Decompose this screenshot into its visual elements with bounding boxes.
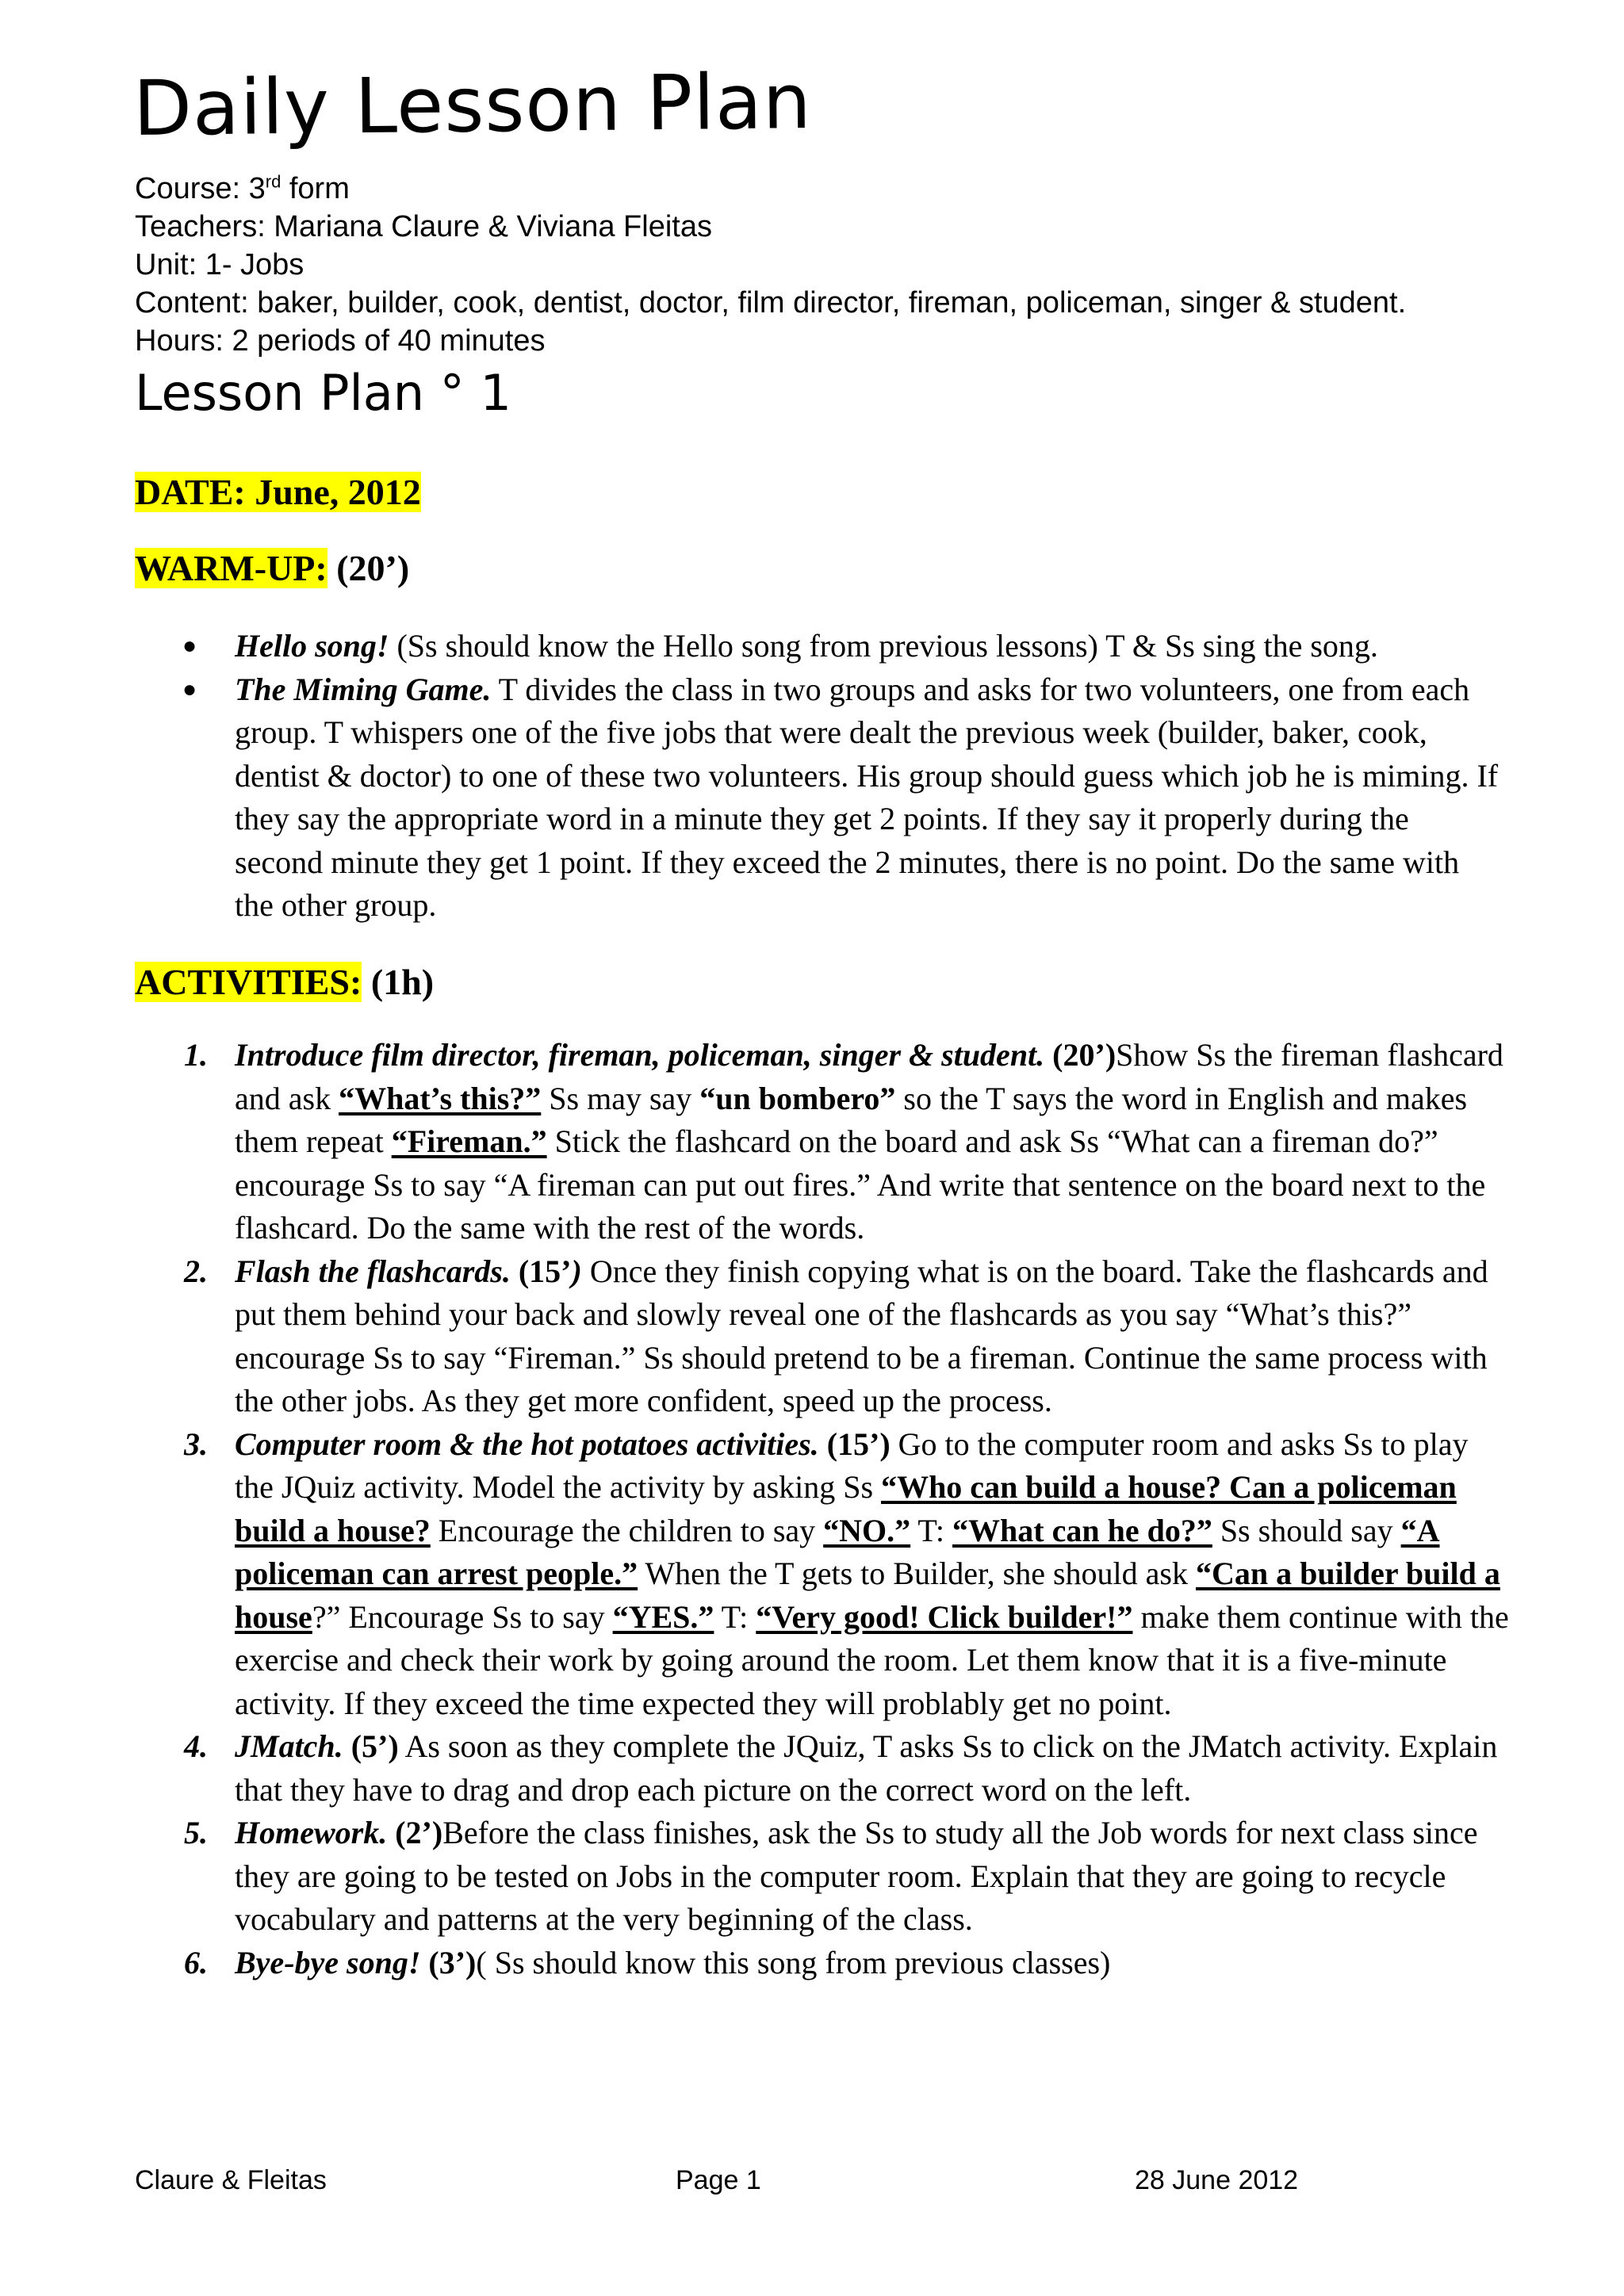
item-text: T: — [910, 1512, 952, 1548]
item-text: ?” Encourage Ss to say — [312, 1598, 613, 1635]
course-ordinal: rd — [265, 171, 282, 192]
item-text: so the T says the word in English and makes them repeat — [235, 1080, 1468, 1159]
emphasis: “Fireman.” — [391, 1123, 547, 1159]
lesson-meta — [135, 170, 1562, 360]
course-line — [135, 170, 1562, 208]
item-lead: Hello song! — [235, 628, 389, 664]
item-text: Go to the computer room and asks Ss to play the JQuiz activity. Model the activity by asking Ss — [235, 1425, 1469, 1505]
item-text: T divides the class in two groups and asks for two volunteers, one from each group. T whispers one of the five jobs that were dealt the previous week (builder, baker, cook, dentist & doctor) to one of these two volunteers. His group should guess which job he is miming. If they say the appropriate word in a minute they get 2 points. If they say it properly during the second minute they get 1 point. If they exceed the 2 minutes, there is no point. Do the same with the other group. — [235, 671, 1499, 923]
emphasis: “un bombero” — [699, 1080, 896, 1116]
content-line: Content: baker, builder, cook, dentist, doctor, film director, fireman, policeman, singer & student. — [135, 286, 1407, 320]
activity-item — [135, 1942, 1515, 1985]
item-lead: Introduce film director, fireman, policeman, singer & student. — [235, 1037, 1045, 1073]
emphasis: “Can a builder build a house — [235, 1556, 1500, 1635]
activity-item — [135, 1034, 1515, 1250]
item-lead: Homework. — [235, 1815, 388, 1850]
bullet-icon: ● — [182, 675, 197, 702]
item-time: (2’) — [387, 1815, 443, 1850]
item-time: (15’) — [818, 1425, 891, 1462]
warmup-list — [135, 625, 1499, 928]
emphasis: “What can he do?” — [952, 1512, 1212, 1548]
warmup-label: WARM-UP: — [135, 548, 327, 588]
item-time: (3’) — [420, 1944, 477, 1980]
footer-authors: Claure & Fleitas — [135, 2165, 327, 2195]
item-number: 3. — [184, 1425, 208, 1462]
course-suffix: form — [281, 172, 350, 205]
emphasis: “Very good! Click builder!” — [756, 1598, 1133, 1635]
bullet-icon: ● — [182, 633, 197, 659]
teachers-line: Teachers: Mariana Claure & Viviana Fleitas — [135, 210, 712, 243]
emphasis: “What’s this?” — [339, 1080, 542, 1116]
date-heading — [135, 469, 421, 515]
item-text: (Ss should know the Hello song from previous lessons) T & Ss sing the song. — [389, 628, 1378, 664]
warmup-item — [135, 668, 1499, 928]
item-number: 4. — [184, 1728, 208, 1764]
emphasis: “A policeman can arrest people.” — [235, 1512, 1440, 1591]
hours-line: Hours: 2 periods of 40 minutes — [135, 324, 546, 358]
activity-item — [135, 1423, 1515, 1726]
warmup-time: (20’) — [327, 548, 410, 588]
item-text: As soon as they complete the JQuiz, T asks Ss to click on the JMatch activity. Explain that they have to drag and drop each picture on the correct word on the left. — [235, 1728, 1498, 1808]
item-text: Before the class finishes, ask the Ss to study all the Job words for next class since they are going to be tested on Jobs in the computer room. Explain that they are going to recycle vocabulary and patterns at the very beginning of the class. — [235, 1815, 1478, 1937]
course-prefix: Course: 3 — [135, 172, 266, 205]
item-lead: Computer room & the hot potatoes activities. — [235, 1425, 819, 1462]
warmup-heading — [135, 545, 409, 591]
activity-item — [135, 1812, 1515, 1942]
item-text: T: — [714, 1598, 756, 1635]
item-lead: JMatch. — [235, 1728, 343, 1764]
item-time: (15’ — [510, 1253, 572, 1289]
activity-item — [135, 1250, 1515, 1423]
item-text: Ss may say — [541, 1080, 700, 1116]
emphasis: “NO.” — [823, 1512, 911, 1548]
item-text: Once they finish copying what is on the board. Take the flashcards and put them behind your back and slowly reveal one of the flashcards as you say “What’s this?” encourage Ss to say “Fireman.” Ss should pretend to be a fireman. Continue the same process with the other jobs. As they get more confident, speed up the process. — [235, 1253, 1488, 1418]
item-text: Show Ss the fireman flashcard and ask — [235, 1037, 1503, 1116]
item-text: When the T gets to Builder, she should ask — [638, 1556, 1196, 1591]
page-title: Daily Lesson Plan — [132, 57, 813, 153]
item-text: Encourage the children to say — [430, 1512, 824, 1548]
footer-date: 28 June 2012 — [1135, 2165, 1299, 2195]
item-text: Ss should say — [1212, 1512, 1401, 1548]
item-text: make them continue with the exercise and check their work by going around the room. Let them know that it is a five-minute activity. If they exceed the time expected they will problably get no point. — [235, 1598, 1509, 1721]
item-lead: The Miming Game. — [235, 671, 492, 707]
activity-item — [135, 1725, 1515, 1812]
activities-list — [135, 1034, 1515, 1984]
activities-heading — [135, 959, 434, 1005]
item-number: 1. — [184, 1037, 208, 1073]
unit-line: Unit: 1- Jobs — [135, 248, 304, 281]
lesson-plan-number: Lesson Plan ° 1 — [135, 364, 511, 422]
item-text: ( Ss should know this song from previous classes) — [476, 1944, 1111, 1980]
item-lead: Bye-bye song! — [235, 1944, 421, 1980]
warmup-item — [135, 625, 1499, 668]
item-time: (5’) — [343, 1728, 399, 1764]
item-text: Stick the flashcard on the board and ask Ss “What can a fireman do?” encourage Ss to say “A fireman can put out fires.” And write that sentence on the board next to the flashcard. Do the same with the rest of the words. — [235, 1123, 1486, 1246]
activities-label: ACTIVITIES: — [135, 962, 362, 1002]
emphasis: “Who can build a house? Can a policeman build a house? — [235, 1469, 1457, 1548]
footer-page-number: Page 1 — [676, 2165, 761, 2195]
item-lead: Flash the flashcards. — [235, 1253, 511, 1289]
item-number: 6. — [184, 1944, 208, 1980]
date-label: DATE: June, 2012 — [135, 472, 421, 512]
activities-time: (1h) — [362, 962, 435, 1002]
emphasis: “YES.” — [612, 1598, 714, 1635]
item-time: (20’) — [1044, 1037, 1116, 1073]
item-time-close: ) — [571, 1253, 582, 1289]
item-number: 5. — [184, 1815, 208, 1850]
item-number: 2. — [184, 1253, 208, 1289]
